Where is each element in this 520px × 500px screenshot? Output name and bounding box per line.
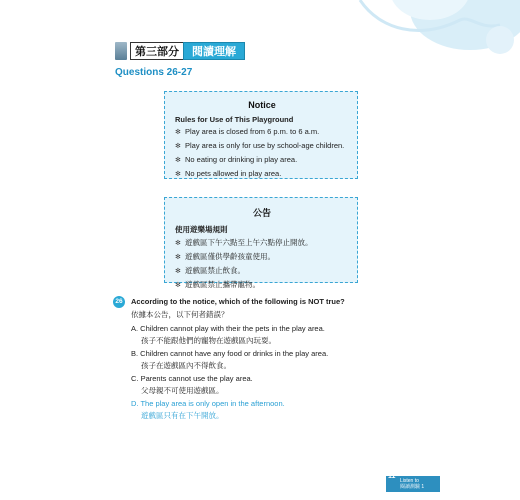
footer-line-2: 閱讀測驗 1 bbox=[400, 484, 425, 490]
option-a-chinese: 孩子不能跟他們的寵物在遊戲區內玩耍。 bbox=[141, 336, 276, 345]
asterisk-icon: ✻ bbox=[175, 129, 181, 136]
notice-rule: ✻ Play area is only for use by school-age children. bbox=[175, 141, 345, 150]
asterisk-icon: ✻ bbox=[175, 171, 181, 178]
asterisk-icon: ✻ bbox=[175, 268, 181, 275]
notice-subtitle: Rules for Use of This Playground bbox=[175, 115, 294, 124]
book-icon bbox=[115, 42, 127, 60]
notice-subtitle: 使用遊樂場規則 bbox=[175, 225, 228, 234]
option-d-correct[interactable]: D. The play area is only open in the afternoon. bbox=[131, 399, 285, 408]
section-name-label: 閱讀理解 bbox=[183, 42, 245, 60]
footer-line-1: Listen to bbox=[400, 478, 419, 484]
asterisk-icon: ✻ bbox=[175, 282, 181, 289]
notice-rule: ✻ Play area is closed from 6 p.m. to 6 a.m. bbox=[175, 127, 320, 136]
option-b[interactable]: B. Children cannot have any food or drinks in the play area. bbox=[131, 349, 329, 358]
header-decoration bbox=[0, 0, 520, 60]
option-a[interactable]: A. Children cannot play with their the pets in the play area. bbox=[131, 324, 325, 333]
notice-rule: ✻ 遊戲區下午六點至上午六點停止開放。 bbox=[175, 238, 313, 247]
notice-rule: ✻ 遊戲區禁止飲食。 bbox=[175, 266, 245, 275]
section-part-label: 第三部分 bbox=[130, 42, 183, 60]
notice-box-english bbox=[164, 91, 358, 179]
option-c-chinese: 父母親不可使用遊戲區。 bbox=[141, 386, 224, 395]
notice-rule: ✻ No eating or drinking in play area. bbox=[175, 155, 298, 164]
asterisk-icon: ✻ bbox=[175, 254, 181, 261]
question-stem-chinese: 依據本公告，以下何者錯誤？ bbox=[131, 310, 229, 319]
notice-box-chinese bbox=[164, 197, 358, 289]
option-c[interactable]: C. Parents cannot use the play area. bbox=[131, 374, 253, 383]
notice-title: Notice bbox=[248, 100, 276, 110]
asterisk-icon: ✻ bbox=[175, 143, 181, 150]
question-stem: According to the notice, which of the following is NOT true? bbox=[131, 297, 345, 306]
page-number: 11 bbox=[388, 473, 396, 480]
asterisk-icon: ✻ bbox=[175, 240, 181, 247]
question-number-badge: 26 bbox=[113, 296, 125, 308]
option-b-chinese: 孩子在遊戲區內不得飲食。 bbox=[141, 361, 231, 370]
page-footer-tag bbox=[386, 473, 440, 492]
section-header bbox=[115, 42, 245, 60]
questions-heading: Questions 26-27 bbox=[115, 67, 193, 78]
notice-rule: ✻ 遊戲區禁止攜帶寵物。 bbox=[175, 280, 260, 289]
asterisk-icon: ✻ bbox=[175, 157, 181, 164]
option-d-chinese: 遊戲區只有在下午開放。 bbox=[141, 411, 224, 420]
notice-title: 公告 bbox=[252, 208, 271, 218]
notice-rule: ✻ 遊戲區僅供學齡孩童使用。 bbox=[175, 252, 275, 261]
notice-rule: ✻ No pets allowed in play area. bbox=[175, 169, 282, 178]
